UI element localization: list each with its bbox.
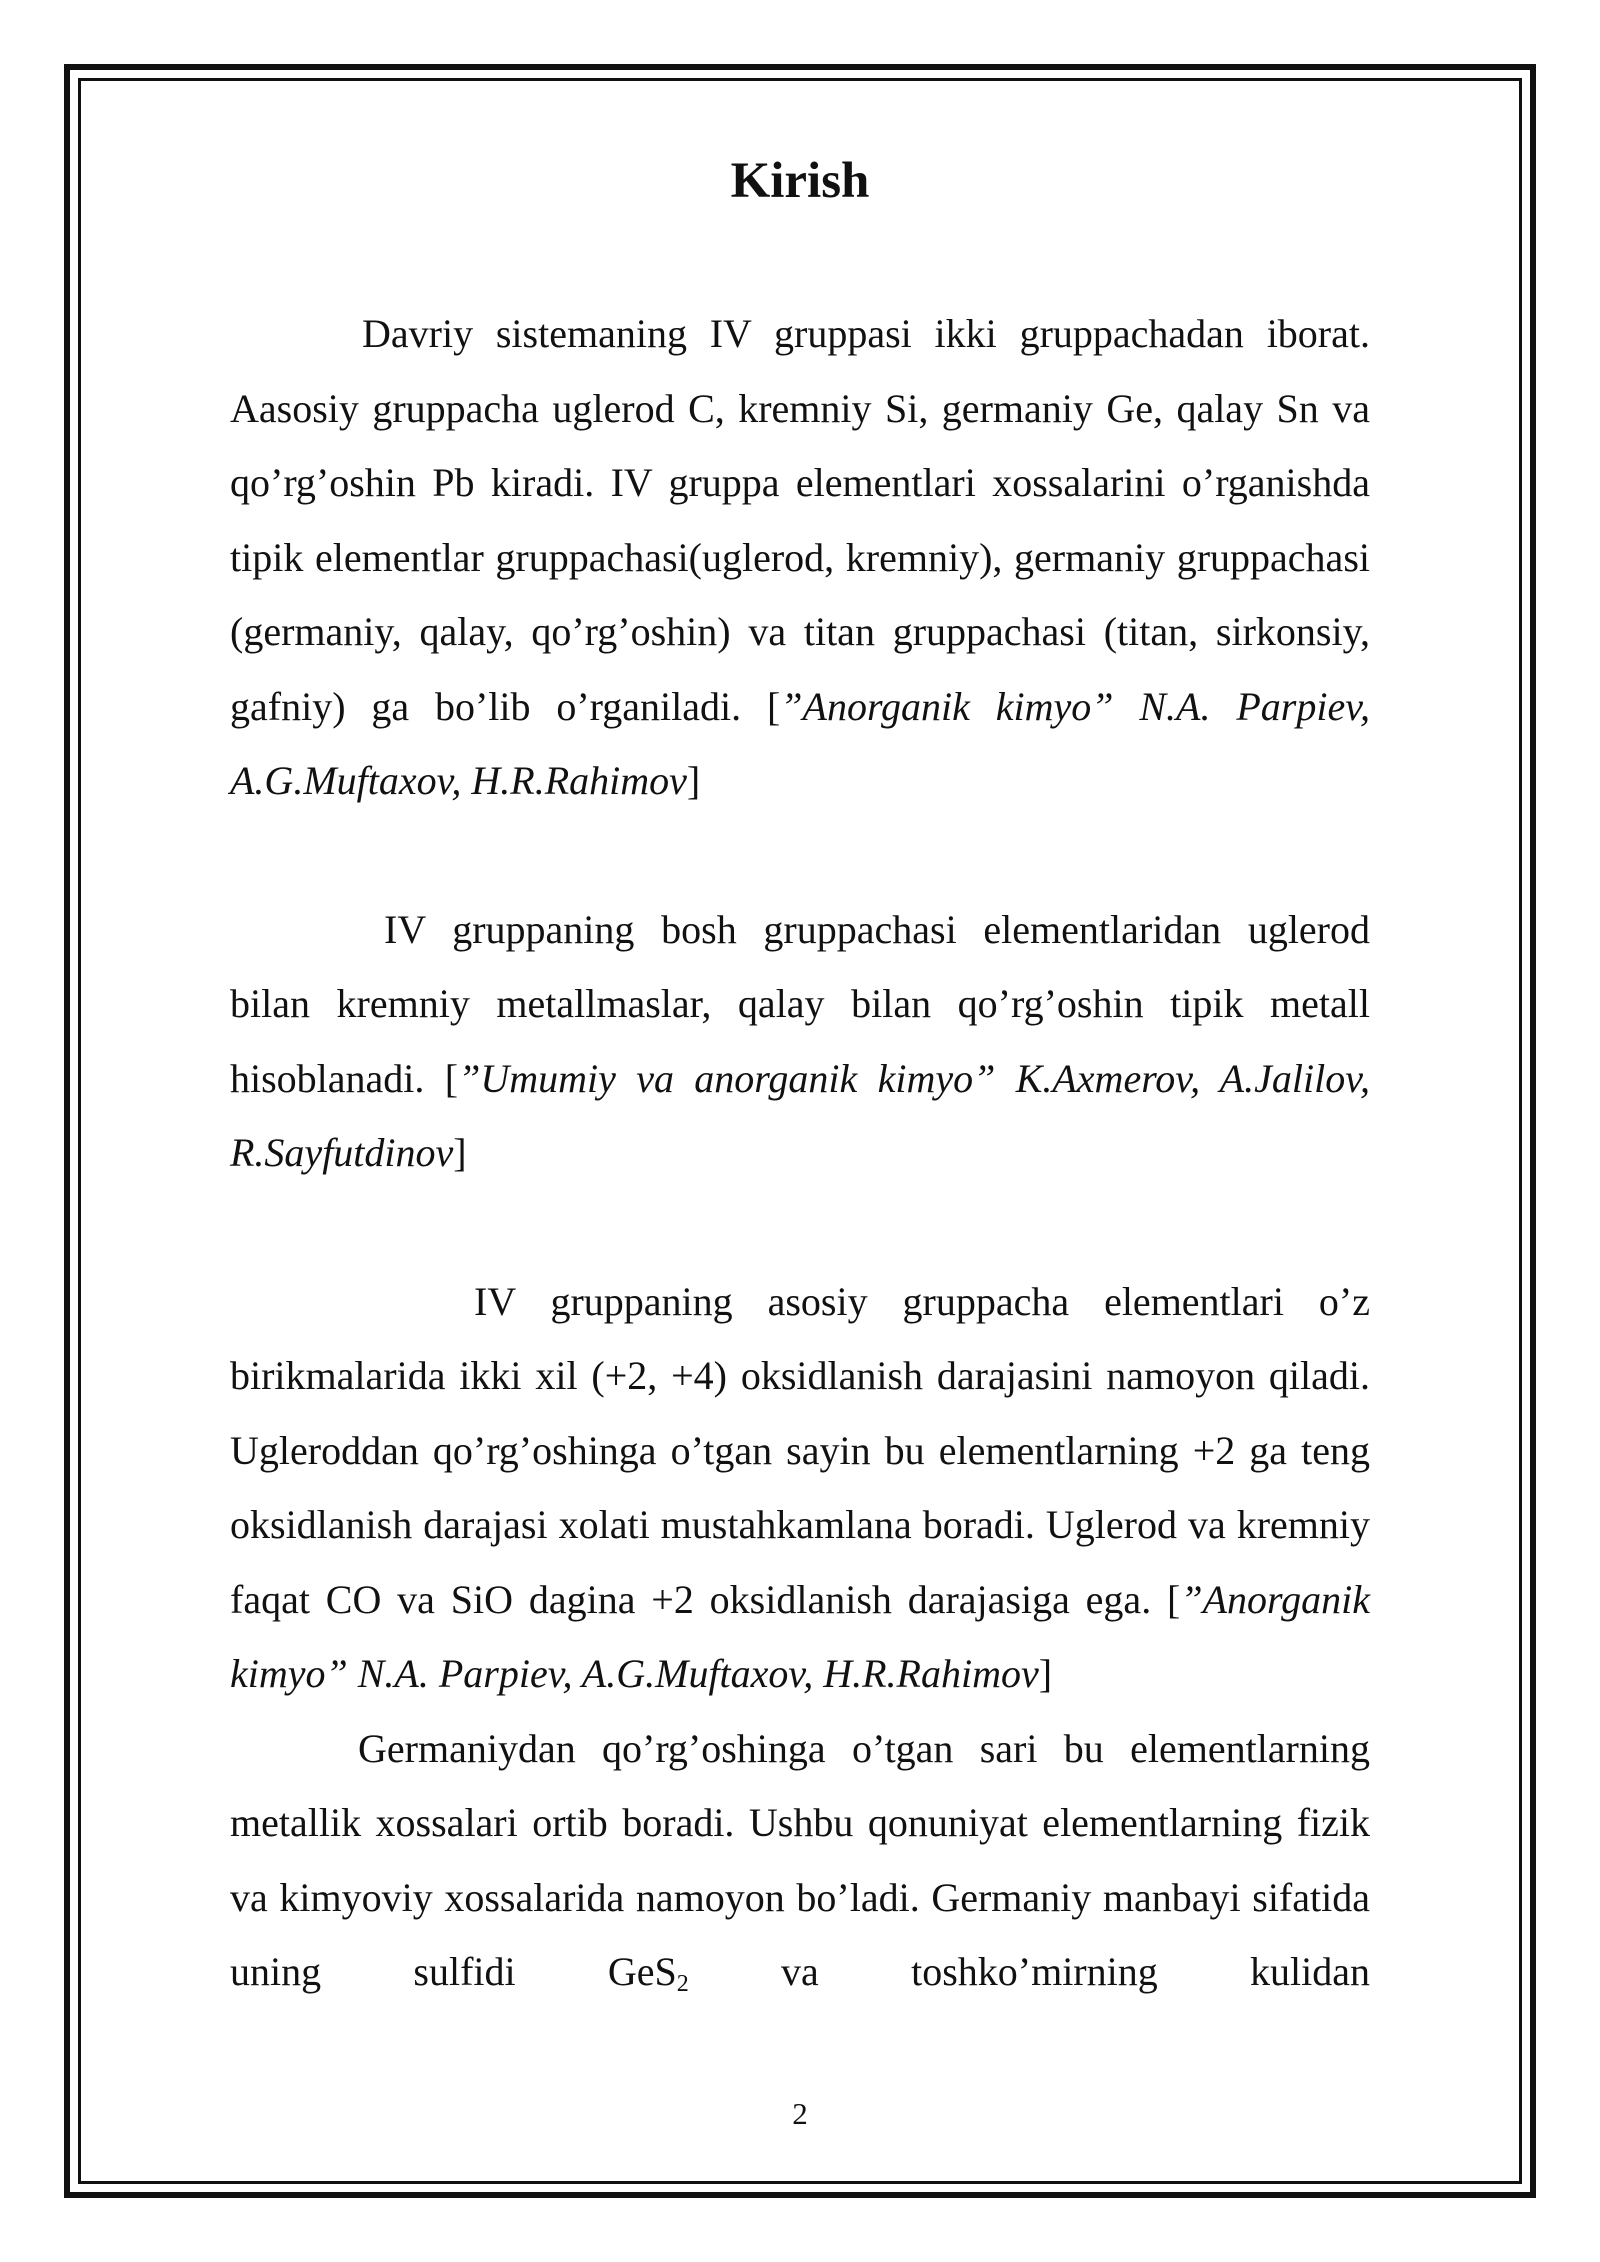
citation-open-bracket: [ (766, 683, 781, 729)
paragraph-3-text: IV gruppaning asosiy gruppacha elementlari o’z birikmalarida ikki xil (+2, +4) oksidlanish darajasini namoyon qiladi. Ugleroddan qo’rg’oshinga o’tgan sayin bu elementlarning +2 ga teng oksidlanish darajasi xolati mustahkamlana boradi. Uglerod va kremniy faqat CO va SiO dagina +2 oksidlanish darajasiga ega. (230, 1278, 1370, 1622)
paragraph-3 (230, 1265, 1370, 1712)
paragraph-1-text: Davriy sistemaning IV gruppasi ikki gruppachadan iborat. Aasosiy gruppacha uglerod C, kremniy Si, germaniy Ge, qalay Sn va qo’rg’oshin Pb kiradi. IV gruppa elementlari xossalarini o’rganishda tipik elementlar gruppachasi(uglerod, kremniy), germaniy gruppachasi (germaniy, qalay, qo’rg’oshin) va titan gruppachasi (titan, sirkonsiy, gafniy) ga bo’lib o’rganiladi. (230, 311, 1370, 729)
citation-2: ”Umumiy va anorganik kimyo” K.Axmerov, A.Jalilov, R.Sayfutdinov (230, 1055, 1370, 1175)
page-title: Kirish (730, 153, 870, 209)
citation-3: ”Anorganik kimyo” N.A. Parpiev, A.G.Muftaxov, H.R.Rahimov (230, 1576, 1370, 1696)
paragraph-2-text: IV gruppaning bosh gruppachasi elementlaridan uglerod bilan kremniy metallmaslar, qalay bilan qo’rg’oshin tipik metall hisoblanadi. (230, 906, 1370, 1101)
citation-open-bracket: [ (444, 1055, 459, 1101)
page-number: 2 (792, 2096, 808, 2131)
formula-subscript: 2 (676, 1971, 689, 1997)
paragraph-4-text-after: va toshko’mirning kulidan (688, 1949, 1370, 1994)
paragraph-4-text-before: Germaniydan qo’rg’oshinga o’tgan sari bu elementlarning metallik xossalari ortib boradi. Ushbu qonuniyat elementlarning fizik va kimyoviy xossalarida namoyon bo’ladi. Germaniy manbayi sifatida uning sulfidi GeS (230, 1725, 1370, 1994)
citation-close-bracket: ] (686, 758, 701, 803)
citation-1: ”Anorganik kimyo” N.A. Parpiev, A.G.Muftaxov, H.R.Rahimov (230, 683, 1370, 803)
document-body (230, 297, 1370, 2010)
paragraph-1 (230, 297, 1370, 819)
citation-close-bracket: ] (1038, 1651, 1053, 1696)
citation-close-bracket: ] (453, 1130, 467, 1175)
paragraph-4 (230, 1712, 1370, 2010)
citation-open-bracket: [ (1167, 1576, 1181, 1622)
paragraph-2 (230, 893, 1370, 1191)
